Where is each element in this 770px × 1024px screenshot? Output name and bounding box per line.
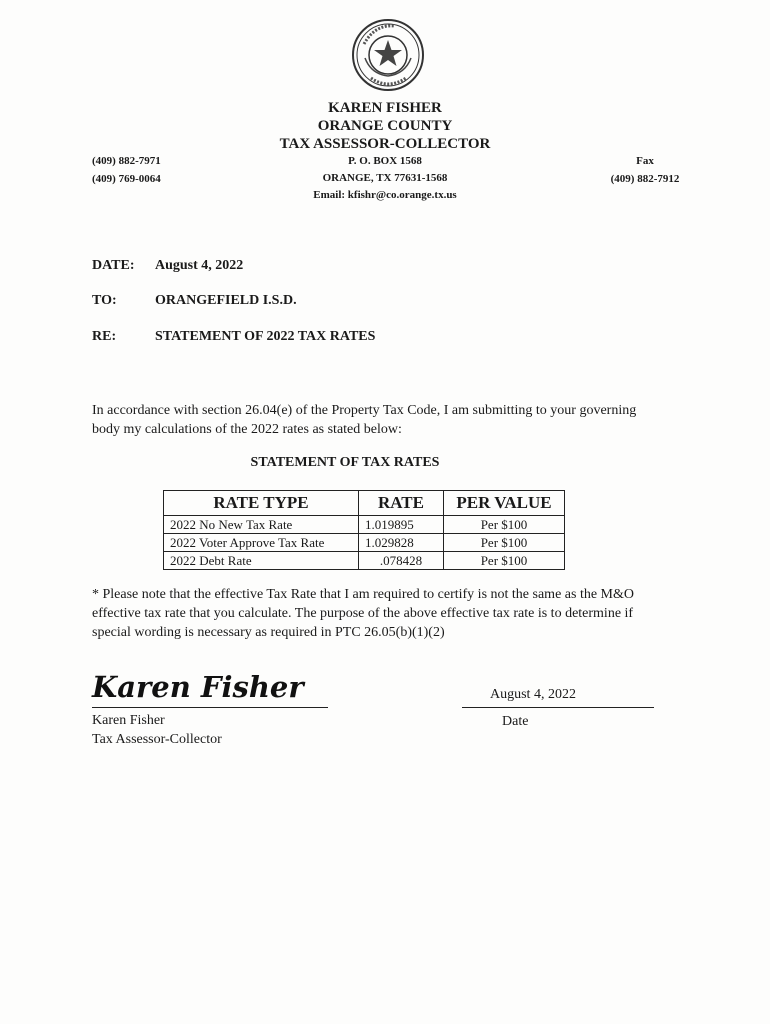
fax-block [600, 152, 690, 188]
header-email: Email: kfishr@co.orange.tx.us [313, 189, 457, 201]
col-header-rate: RATE [359, 491, 444, 516]
per-value-cell: Per $100 [444, 552, 565, 570]
per-value-cell: Per $100 [444, 534, 565, 552]
rate-cell: 1.029828 [359, 534, 444, 552]
to-value: ORANGEFIELD I.S.D. [155, 293, 297, 308]
table-header-row [164, 491, 565, 516]
header-city: ORANGE, TX 77631-1568 [322, 172, 448, 184]
rate-type-cell: 2022 Voter Approve Tax Rate [164, 534, 359, 552]
header-name: KAREN FISHER [328, 100, 442, 116]
intro-line-1: In accordance with section 26.04(e) of the Property Tax Code, I am submitting to your governing [92, 403, 637, 418]
header-office: TAX ASSESSOR-COLLECTOR [279, 136, 491, 152]
statement-title: STATEMENT OF TAX RATES [250, 455, 440, 470]
per-value-cell: Per $100 [444, 516, 565, 534]
county-seal-icon [351, 18, 425, 92]
tax-rates-table [163, 490, 565, 570]
table-row [164, 516, 565, 534]
date-signature-line [462, 707, 654, 708]
intro-line-2: body my calculations of the 2022 rates as stated below: [92, 422, 402, 437]
rate-type-cell: 2022 No New Tax Rate [164, 516, 359, 534]
fax-number: (409) 882-7912 [610, 173, 680, 185]
signer-name: Karen Fisher [92, 713, 165, 728]
re-value: STATEMENT OF 2022 TAX RATES [155, 329, 376, 344]
phone-block [92, 152, 161, 188]
phone-2: (409) 769-0064 [92, 173, 161, 185]
rate-type-cell: 2022 Debt Rate [164, 552, 359, 570]
header-county: ORANGE COUNTY [317, 118, 453, 134]
header-po-box: P. O. BOX 1568 [348, 155, 422, 167]
phone-1: (409) 882-7971 [92, 155, 161, 167]
signature-line [92, 707, 328, 708]
signed-date-label: Date [502, 714, 529, 729]
signer-title: Tax Assessor-Collector [92, 732, 222, 747]
note-line-3: special wording is necessary as required in PTC 26.05(b)(1)(2) [92, 625, 445, 640]
handwritten-signature: Karen Fisher [92, 670, 304, 704]
note-line-2: effective tax rate that you calculate. The purpose of the above effective tax rate is to determine if [92, 606, 634, 621]
intro-paragraph [92, 401, 692, 439]
re-label: RE: [92, 329, 117, 344]
date-label: DATE: [92, 258, 135, 273]
rate-cell: .078428 [359, 552, 444, 570]
note-line-1: * Please note that the effective Tax Rate that I am required to certify is not the same as the M&O [92, 587, 634, 602]
col-header-per-value: PER VALUE [444, 491, 565, 516]
date-value: August 4, 2022 [155, 258, 244, 273]
table-row [164, 534, 565, 552]
signed-date: August 4, 2022 [490, 687, 576, 702]
table-row [164, 552, 565, 570]
note-paragraph [92, 585, 697, 642]
col-header-rate-type: RATE TYPE [164, 491, 359, 516]
to-label: TO: [92, 293, 117, 308]
rate-cell: 1.019895 [359, 516, 444, 534]
fax-label: Fax [636, 155, 654, 167]
